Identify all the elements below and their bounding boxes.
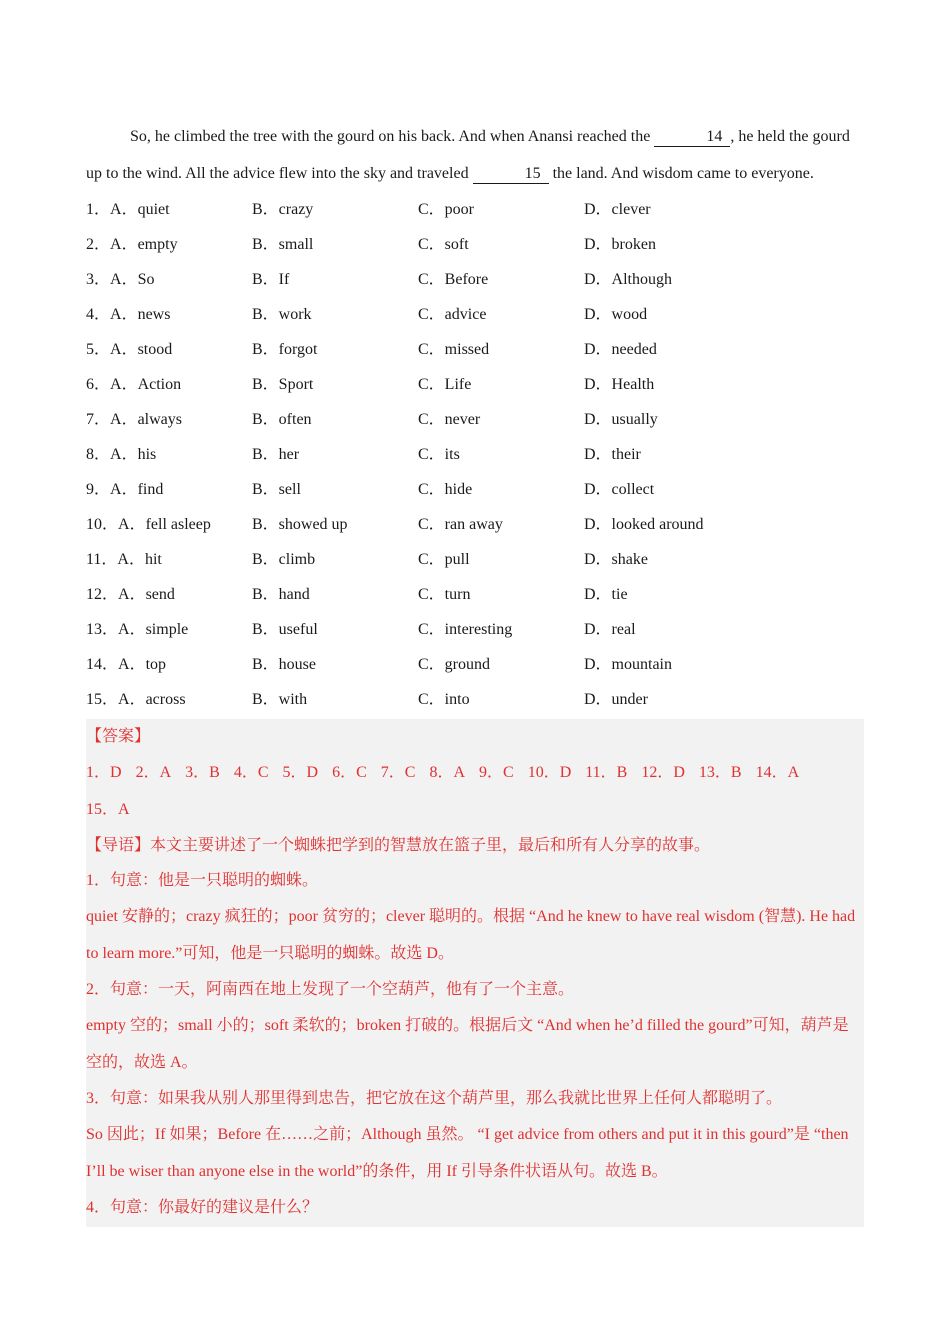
option-d: D．tie [584, 586, 628, 603]
question-number: 8． [86, 446, 111, 463]
option-b: B．her [252, 446, 300, 463]
question-number: 6． [86, 376, 111, 393]
question-number: 9． [86, 481, 111, 498]
question-number: 5． [86, 341, 111, 358]
option-c: C．missed [418, 341, 490, 358]
option-d: D．shake [584, 551, 648, 568]
option-a-text: A．across [118, 691, 186, 708]
question-number: 10． [86, 516, 119, 533]
option-a [86, 647, 252, 682]
option-a [86, 612, 252, 647]
option-d: D．Health [584, 376, 655, 393]
option-row [86, 367, 864, 402]
option-b: B．climb [252, 551, 316, 568]
option-b: B．crazy [252, 201, 314, 218]
option-d: D．real [584, 621, 636, 638]
option-b: B．house [252, 656, 317, 673]
passage-text: , he held the gourd up to the wind. All the advice flew into the sky and traveled [86, 128, 850, 182]
option-a [86, 332, 252, 367]
option-a-text: A．find [110, 481, 164, 498]
option-row [86, 612, 864, 647]
answer-key: 11．B [585, 764, 628, 781]
q1-meaning: 1．句意：他是一只聪明的蜘蛛。 [86, 872, 319, 889]
blank-15: 15 [473, 165, 549, 184]
option-d: D．looked around [584, 516, 704, 533]
option-a-text: A．his [110, 446, 157, 463]
option-a [86, 542, 252, 577]
option-row [86, 472, 864, 507]
option-a-text: A．send [118, 586, 175, 603]
option-c: C．advice [418, 306, 487, 323]
option-a-text: A．Action [110, 376, 182, 393]
option-a [86, 402, 252, 437]
option-row [86, 262, 864, 297]
option-b: B．If [252, 271, 290, 288]
option-a-text: A．empty [110, 236, 178, 253]
option-row [86, 437, 864, 472]
option-b: B．forgot [252, 341, 318, 358]
q2-meaning: 2．句意：一天，阿南西在地上发现了一个空葫芦，他有了一个主意。 [86, 981, 575, 998]
answer-key: 8．A [429, 764, 465, 781]
answer-section [86, 719, 864, 1227]
answer-key: 4．C [233, 764, 269, 781]
option-d: D．under [584, 691, 648, 708]
answer-key: 12．D [641, 764, 685, 781]
option-row [86, 227, 864, 262]
option-b: B．Sport [252, 376, 314, 393]
option-a [86, 262, 252, 297]
option-a [86, 192, 252, 227]
question-number: 7． [86, 411, 111, 428]
document-page [86, 118, 864, 1227]
option-a-text: A．stood [110, 341, 173, 358]
answer-key: 3．B [185, 764, 220, 781]
option-b: B．with [252, 691, 308, 708]
option-a [86, 577, 252, 612]
option-row [86, 507, 864, 542]
option-row [86, 647, 864, 682]
option-c: C．hide [418, 481, 473, 498]
option-d: D．collect [584, 481, 655, 498]
option-c: C．Before [418, 271, 489, 288]
answer-key: 5．D [282, 764, 319, 781]
option-c: C．interesting [418, 621, 513, 638]
option-d: D．broken [584, 236, 656, 253]
passage-text: So, he climbed the tree with the gourd on his back. And when Anansi reached the [130, 128, 655, 145]
option-row [86, 402, 864, 437]
q3-explanation: So 因此；If 如果；Before 在……之前；Although 虽然。 “I get advice from others and put it in this gourd”是 “then I’ll be wiser than anyone else in the world”的条件，用 If 引导条件状语从句。故选 B。 [86, 1126, 849, 1180]
blank-14: 14 [654, 128, 730, 147]
question-number: 4． [86, 306, 111, 323]
option-c: C．ran away [418, 516, 503, 533]
option-row [86, 332, 864, 367]
option-d: D．their [584, 446, 641, 463]
question-number: 1． [86, 201, 111, 218]
option-a [86, 437, 252, 472]
question-number: 2． [86, 236, 111, 253]
answer-key: 10．D [527, 764, 572, 781]
question-number: 3． [86, 271, 111, 288]
option-d: D．mountain [584, 656, 672, 673]
option-c: C．Life [418, 376, 472, 393]
option-b: B．hand [252, 586, 310, 603]
answer-key: 2．A [135, 764, 172, 781]
answer-key: 9．C [479, 764, 514, 781]
option-c: C．soft [418, 236, 469, 253]
option-b: B．sell [252, 481, 301, 498]
question-number: 14． [86, 656, 119, 673]
option-row [86, 297, 864, 332]
option-c: C．into [418, 691, 470, 708]
answer-keys [86, 754, 864, 828]
option-a [86, 367, 252, 402]
option-a-text: A．always [110, 411, 183, 428]
question-number: 12． [86, 586, 119, 603]
passage-paragraph [86, 118, 864, 192]
option-a [86, 297, 252, 332]
option-b: B．small [252, 236, 314, 253]
option-a-text: A．simple [118, 621, 189, 638]
option-d: D．needed [584, 341, 657, 358]
option-d: D．usually [584, 411, 658, 428]
option-a [86, 682, 252, 717]
question-number: 15． [86, 691, 119, 708]
answer-key: 1．D [86, 764, 122, 781]
option-c: C．never [418, 411, 481, 428]
answer-heading: 【答案】 [86, 728, 151, 745]
option-a [86, 472, 252, 507]
answer-key: 7．C [380, 764, 416, 781]
question-number: 11． [86, 551, 118, 568]
q4-meaning: 4．句意：你最好的建议是什么？ [86, 1199, 319, 1216]
answer-key: 13．B [698, 764, 742, 781]
option-a-text: A．quiet [110, 201, 170, 218]
option-b: B．work [252, 306, 312, 323]
option-d: D．clever [584, 201, 651, 218]
answer-key: 15．A [86, 801, 130, 818]
option-d: D．wood [584, 306, 648, 323]
q2-explanation: empty 空的；small 小的；soft 柔软的；broken 打破的。根据后文 “And when he’d filled the gourd”可知，葫芦是空的，故选 A。 [86, 1017, 849, 1071]
option-row [86, 192, 864, 227]
option-a [86, 507, 252, 542]
options-list [86, 192, 864, 717]
passage-text: the land. And wisdom came to everyone. [548, 165, 814, 182]
answer-key: 6．C [332, 764, 367, 781]
option-b: B．often [252, 411, 312, 428]
option-c: C．its [418, 446, 460, 463]
q3-meaning: 3．句意：如果我从别人那里得到忠告，把它放在这个葫芦里，那么我就比世界上任何人都聪明了。 [86, 1090, 783, 1107]
option-row [86, 542, 864, 577]
option-row [86, 577, 864, 612]
option-d: D．Although [584, 271, 673, 288]
option-b: B．showed up [252, 516, 348, 533]
option-c: C．ground [418, 656, 491, 673]
option-c: C．poor [418, 201, 475, 218]
answer-key: 14．A [755, 764, 800, 781]
question-number: 13． [86, 621, 119, 638]
option-a [86, 227, 252, 262]
option-row [86, 682, 864, 717]
option-c: C．turn [418, 586, 471, 603]
option-a-text: A．fell asleep [118, 516, 211, 533]
q1-explanation: quiet 安静的；crazy 疯狂的；poor 贫穷的；clever 聪明的。根据 “And he knew to have real wisdom (智慧). He had to learn more.”可知，他是一只聪明的蜘蛛。故选 D。 [86, 908, 856, 962]
option-c: C．pull [418, 551, 470, 568]
option-b: B．useful [252, 621, 318, 638]
option-a-text: A．news [110, 306, 171, 323]
intro-text: 【导语】本文主要讲述了一个蜘蛛把学到的智慧放在篮子里，最后和所有人分享的故事。 [86, 837, 711, 854]
option-a-text: A．So [110, 271, 155, 288]
option-a-text: A．hit [117, 551, 162, 568]
option-a-text: A．top [118, 656, 167, 673]
